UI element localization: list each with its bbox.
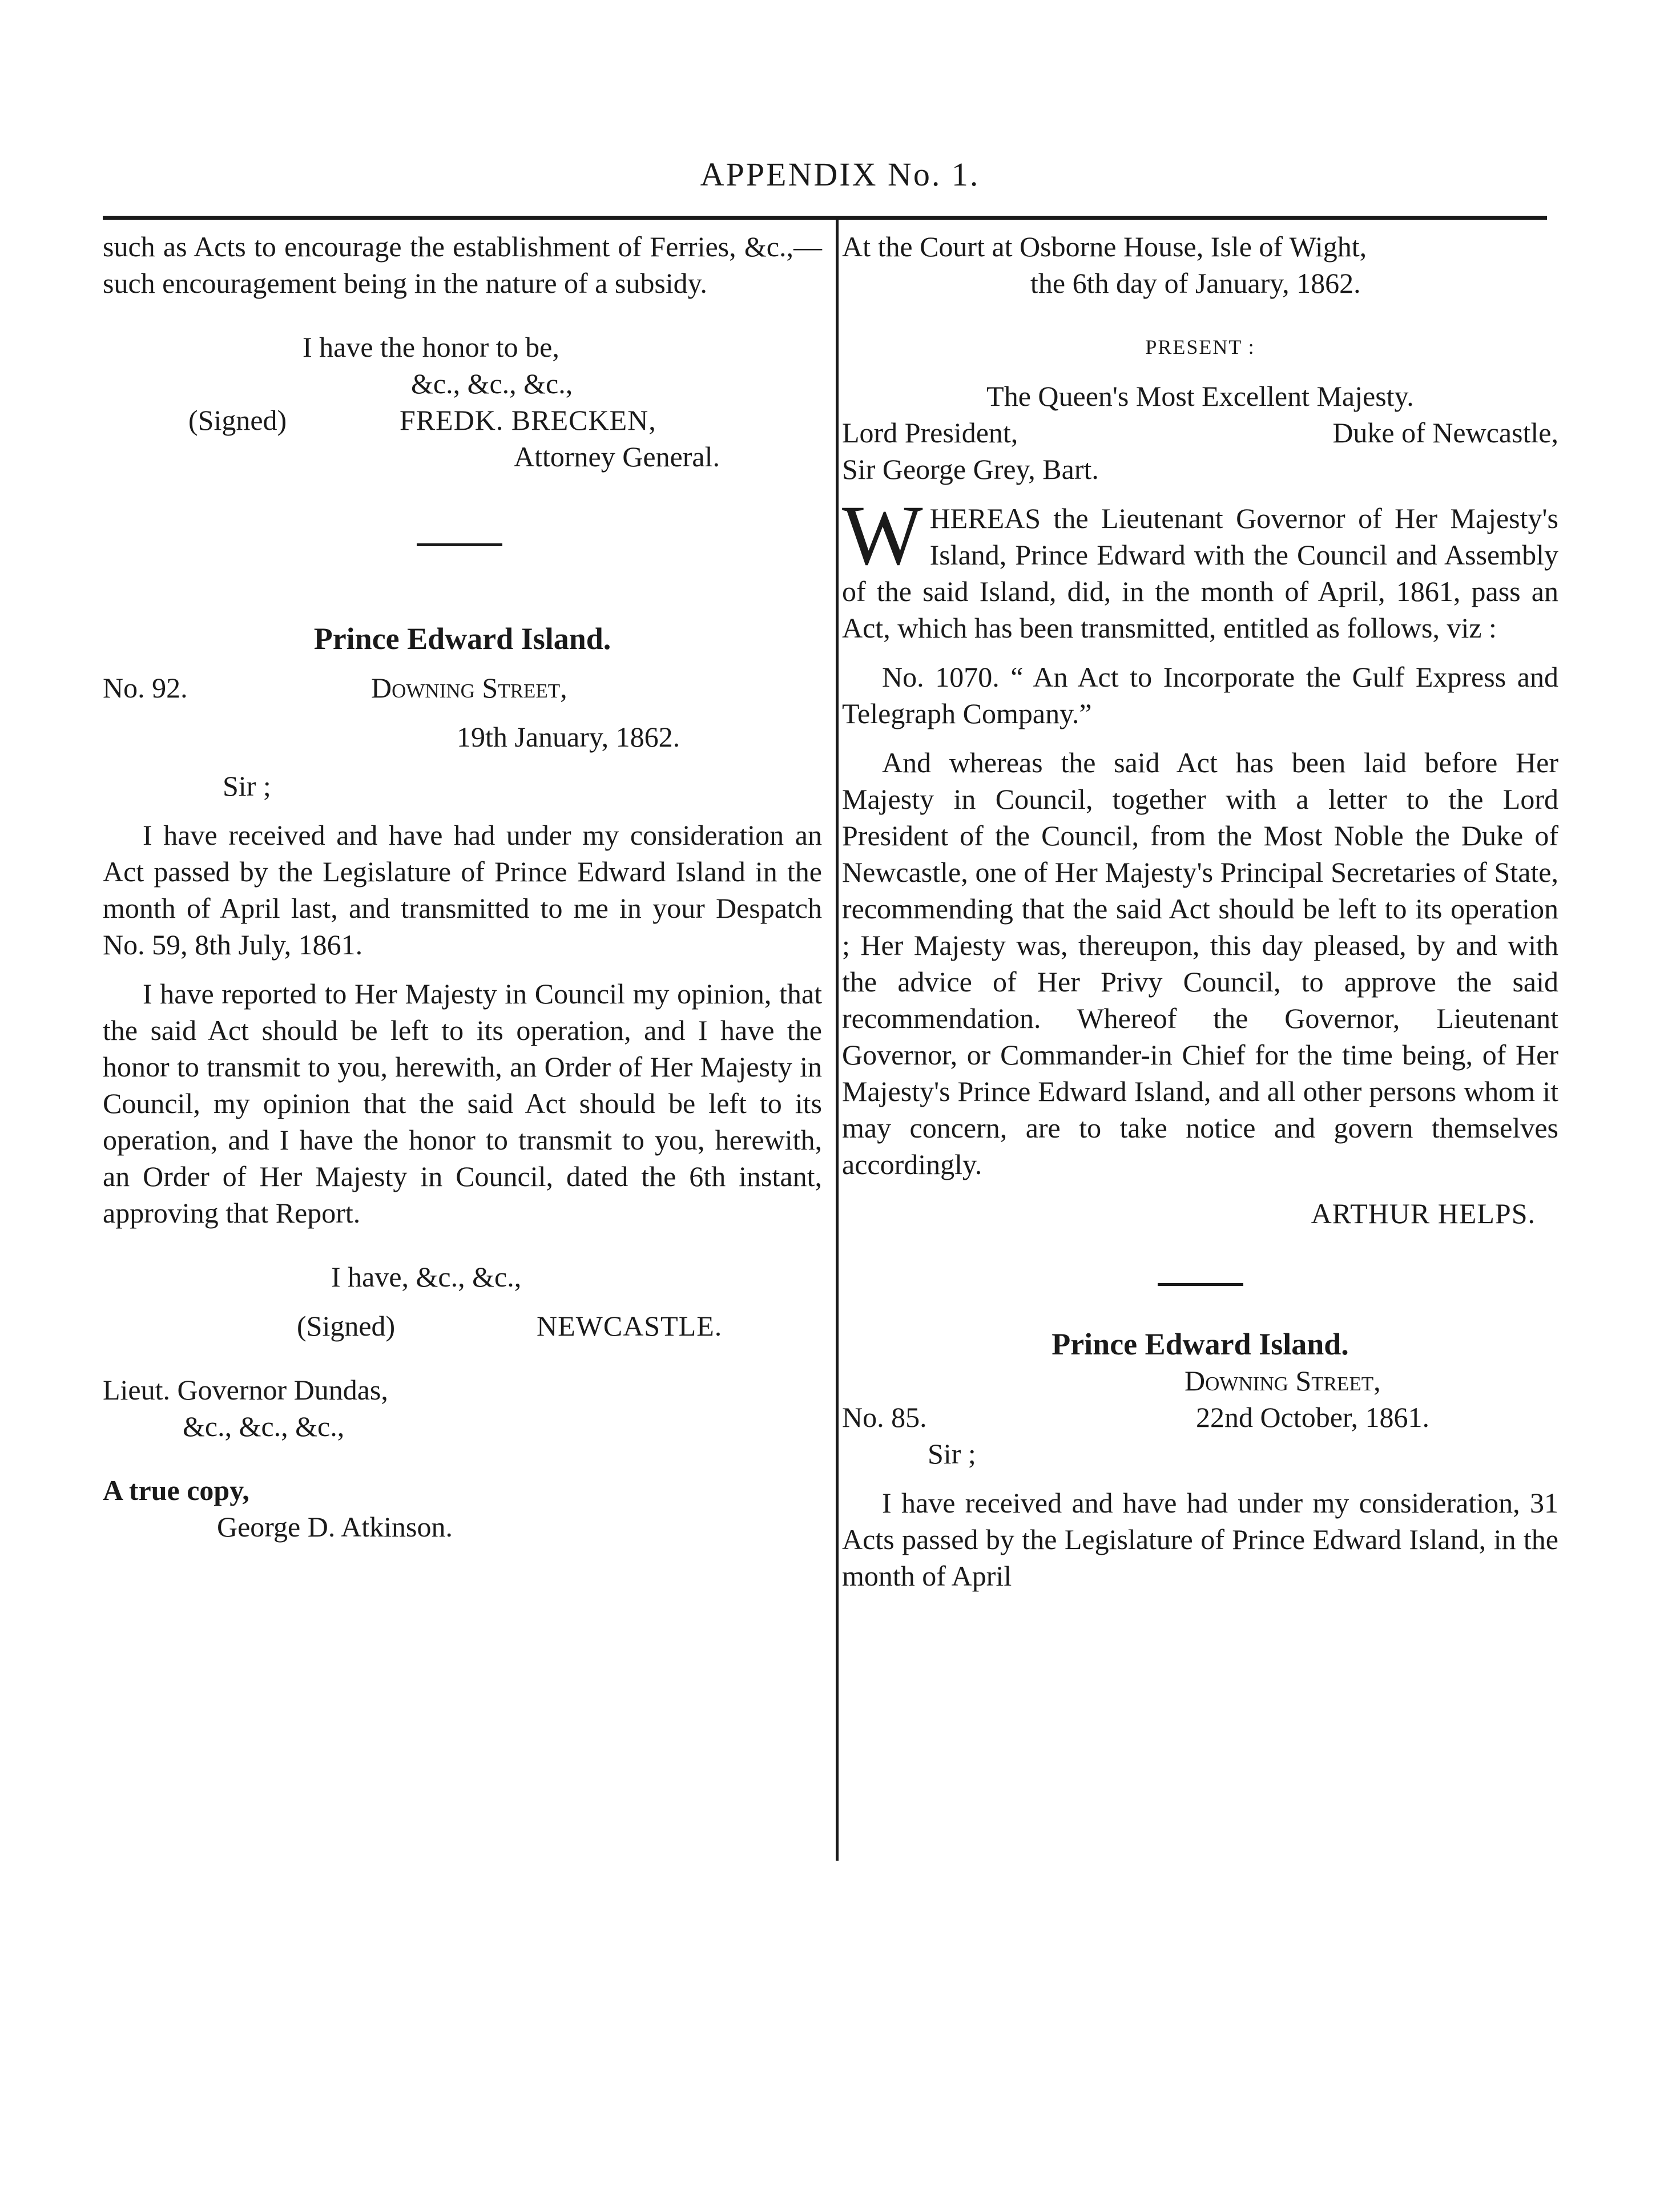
signature-line	[103, 402, 822, 438]
signer-name: FREDK. BRECKEN,	[400, 404, 656, 436]
court-location: At the Court at Osborne House, Isle of Wight,	[842, 231, 1367, 263]
despatch-number-2: No. 85.	[842, 1401, 927, 1433]
salutation-2: Sir ;	[928, 1438, 976, 1470]
signer-title: Attorney General.	[514, 441, 720, 473]
and-whereas-paragraph: And whereas the said Act has been laid before Her Majesty in Council, together with a letter to the Lord President of the Council, from the Most Noble the Duke of Newcastle, one of Her Majesty's Principal Secretaries of State, recommending that the said Act should be left to its operation ; Her Majesty was, thereupon, this day pleased, by and with the advice of Her Privy Council, to approve the said recommendation. Whereof the Governor, Lieutenant Governor, or Commander-in Chief for the time being, of Her Majesty's Prince Edward Island, and all other persons whom it may concern, are to take notice and govern themselves accordingly.	[842, 747, 1558, 1180]
closing-etc-line	[103, 365, 822, 402]
closing-line-2	[103, 1259, 822, 1295]
signed-label: (Signed)	[188, 404, 287, 436]
court-line-1	[842, 228, 1558, 265]
salutation-line-2	[842, 1435, 1558, 1472]
whereas-paragraph	[842, 488, 1558, 646]
place-line-2	[842, 1362, 1558, 1399]
whereas-text: HEREAS the Lieutenant Governor of Her Majesty's Island, Prince Edward with the Council and Assembly of the said Island, did, in the month of April, 1861, pass an Act, which has been transmitted, entitled as follows, viz :	[842, 502, 1558, 644]
despatch-number: No. 92.	[103, 672, 188, 704]
court-line-2	[842, 265, 1558, 301]
act-title: No. 1070. “ An Act to Incorporate the Gulf Express and Telegraph Company.”	[842, 661, 1558, 729]
left-column	[103, 228, 822, 1545]
signed-label-2: (Signed)	[297, 1310, 396, 1342]
column-divider	[836, 220, 839, 1861]
george-grey: Sir George Grey, Bart.	[842, 453, 1099, 485]
present-label: PRESENT :	[1145, 336, 1255, 358]
signature-line-2	[103, 1308, 822, 1344]
section-heading-2: Prince Edward Island.	[1051, 1327, 1349, 1361]
grey-line	[842, 451, 1558, 487]
closing-text: I have the honor to be,	[303, 331, 559, 363]
addressee-etc-line	[103, 1408, 822, 1445]
addressee-line	[103, 1372, 822, 1408]
despatch-place: Downing Street,	[371, 672, 567, 704]
signer-title-line	[103, 438, 822, 475]
signer-name-2: NEWCASTLE.	[537, 1310, 723, 1342]
closing-text-2: I have, &c., &c.,	[331, 1261, 522, 1293]
body-paragraph-2: I have reported to Her Majesty in Council my opinion, that the said Act should be left to its operation, and I have the honor to transmit to you, herewith, an Order of Her Majesty in Council, my opinion that the said Act should be left to its operation, and I have the honor to transmit to you, herewith, an Order of Her Majesty in Council, dated the 6th instant, approving that Report.	[103, 978, 822, 1229]
salutation: Sir ;	[223, 770, 271, 802]
right-column	[842, 228, 1558, 1594]
lord-president: Lord President,	[842, 417, 1018, 449]
opening-paragraph: such as Acts to encourage the establishment of Ferries, &c.,— such encouragement being in the nature of a subsidy.	[103, 231, 822, 299]
despatch-date: 19th January, 1862.	[457, 721, 680, 753]
body-paragraph-3: I have received and have had under my consideration, 31 Acts passed by the Legislature of Prince Edward Island, in the month of April	[842, 1487, 1558, 1592]
body-paragraph-1: I have received and have had under my consideration an Act passed by the Legislature of Prince Edward Island in the month of April last, and transmitted to me in your Despatch No. 59, 8th July, 1861.	[103, 819, 822, 961]
copy-signer: George D. Atkinson.	[217, 1511, 453, 1543]
court-date: the 6th day of January, 1862.	[1030, 267, 1361, 299]
header-rule	[103, 216, 1547, 220]
drop-cap: W	[842, 488, 923, 583]
council-members-line	[842, 414, 1558, 451]
arthur-helps-signature: ARTHUR HELPS.	[1311, 1197, 1536, 1229]
true-copy-line	[103, 1472, 822, 1509]
page-header: APPENDIX No. 1.	[700, 156, 980, 193]
queen-line: The Queen's Most Excellent Majesty.	[986, 380, 1414, 412]
despatch-place-2: Downing Street,	[1185, 1365, 1381, 1397]
salutation-line	[103, 768, 822, 804]
duke-of-newcastle: Duke of Newcastle,	[1332, 417, 1558, 449]
section-heading: Prince Edward Island.	[313, 622, 611, 656]
despatch-date-2: 22nd October, 1861.	[1196, 1401, 1430, 1433]
addressee: Lieut. Governor Dundas,	[103, 1374, 388, 1406]
copy-signer-line	[103, 1509, 822, 1545]
closing-etc: &c., &c., &c.,	[411, 368, 573, 400]
date-line	[103, 719, 822, 755]
true-copy-label: A true copy,	[103, 1474, 249, 1506]
addressee-etc: &c., &c., &c.,	[183, 1410, 345, 1442]
number-place-line	[103, 670, 822, 706]
closing-line	[103, 329, 822, 365]
number-date-line-2	[842, 1399, 1558, 1435]
